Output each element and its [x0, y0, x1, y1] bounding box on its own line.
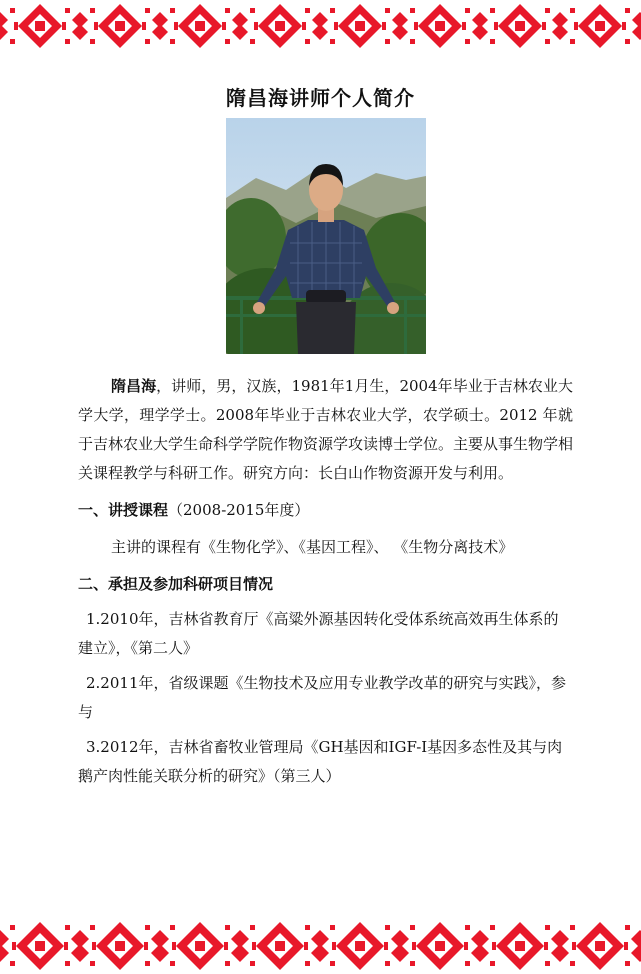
portrait-photo — [226, 118, 426, 354]
project-item: 2.2011年，省级课题《生物技术及应用专业教学改革的研究与实践》，参与 — [78, 674, 566, 721]
top-ornament-border — [0, 0, 641, 52]
intro-text: ，讲师，男，汉族，1981年1月生，2004年毕业于吉林农业大学大学，理学学士。2008年毕业于吉林农业大学，农学硕士。2012 年就于吉林农业大学生命科学学院作物资源学攻读博士学位。主要从事生物学相关课程教学与科研工作。研究方向：长白山作物资源开发与利用。 — [78, 377, 574, 482]
section-courses-period: （2008-2015年度） — [168, 501, 310, 519]
section-projects-heading: 二、承担及参加科研项目情况 — [78, 575, 274, 593]
project-item: 1.2010年，吉林省教育厅《高粱外源基因转化受体系统高效再生体系的建立》，《第二人》 — [78, 610, 559, 657]
page-title: 隋昌海讲师个人简介 — [226, 86, 415, 110]
project-item: 3.2012年，吉林省畜牧业管理局《GH基因和IGF-I基因多态性及其与肉鹅产肉性能关联分析的研究》（第三人） — [78, 738, 563, 785]
section-courses-heading — [78, 496, 573, 525]
intro-paragraph — [78, 372, 573, 488]
profile-content — [78, 372, 573, 791]
courses-list: 主讲的课程有《生物化学》、《基因工程》、 《生物分离技术》 — [111, 538, 514, 556]
lecturer-name: 隋昌海 — [111, 377, 157, 395]
bottom-ornament-border — [0, 916, 641, 974]
section-courses-title: 一、讲授课程 — [78, 501, 169, 519]
